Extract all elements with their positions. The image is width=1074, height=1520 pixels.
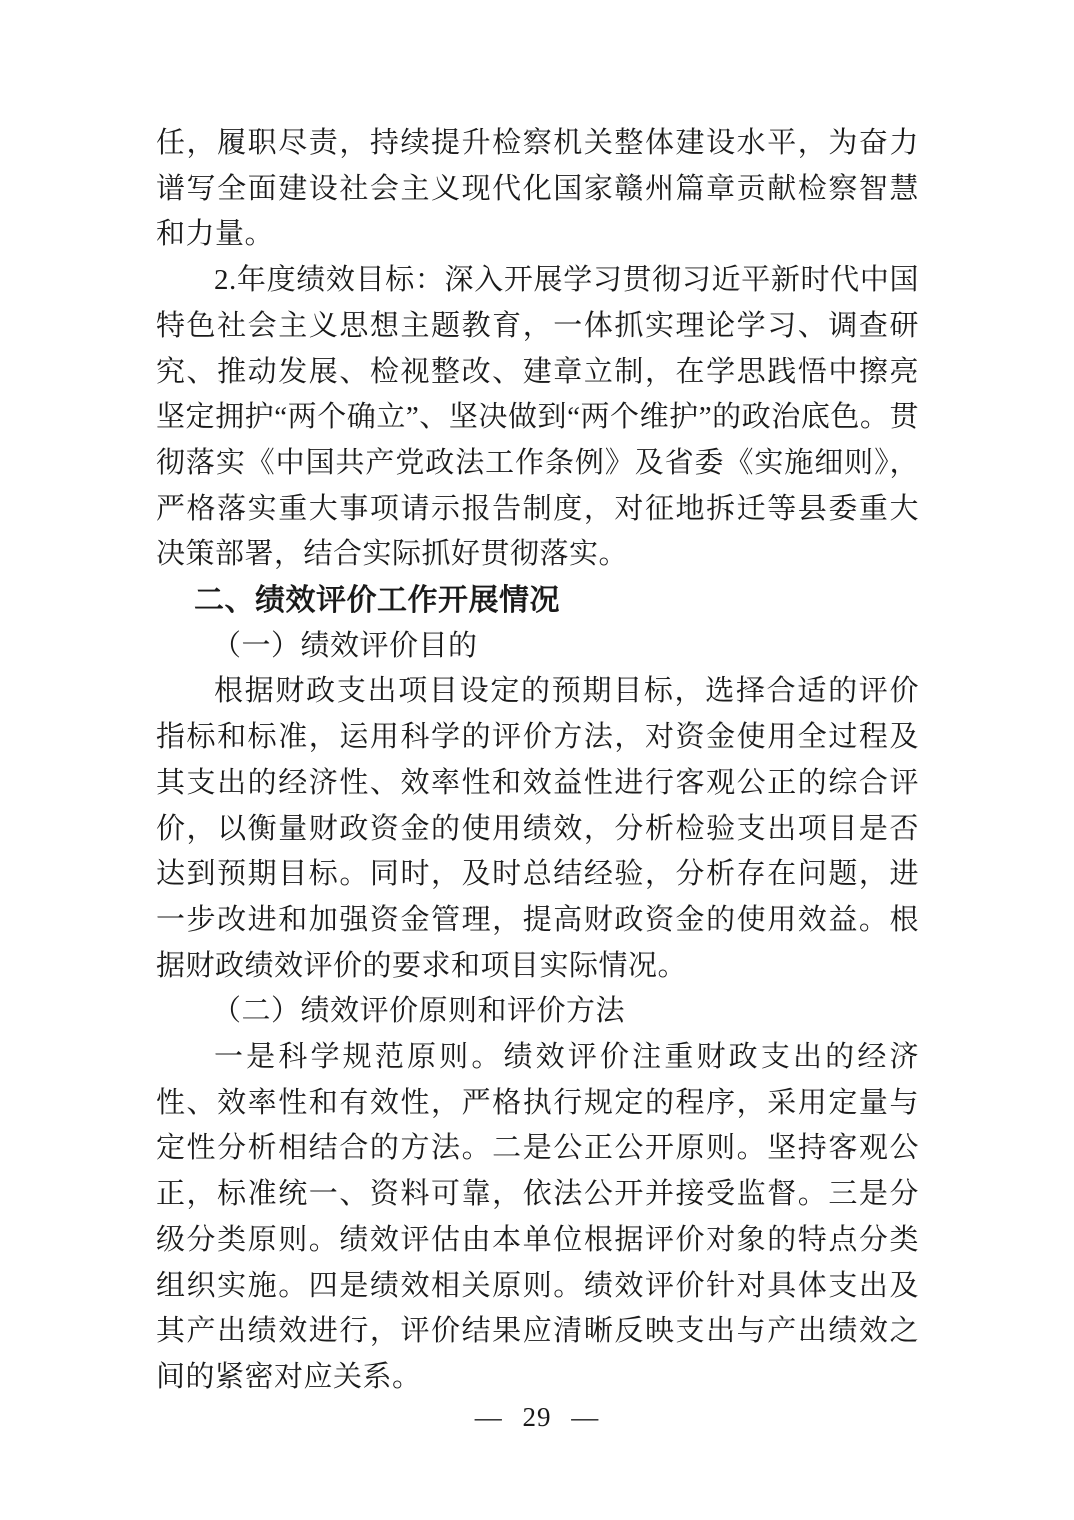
paragraph: 根据财政支出项目设定的预期目标，选择合适的评价指标和标准，运用科学的评价方法，对资金使用全过程及其支出的经济性、效率性和效益性进行客观公正的综合评价，以衡量财政资金的使用绩效，分析检验支出项目是否达到预期目标。同时，及时总结经验，分析存在问题，进一步改进和加强资金管理，提高财政资金的使用效益。根据财政绩效评价的要求和项目实际情况。 bbox=[156, 675, 919, 982]
document-body bbox=[156, 121, 919, 1401]
subsection-heading: （二）绩效评价原则和评价方法 bbox=[212, 995, 626, 1028]
page-number: — 29 — bbox=[474, 1402, 600, 1432]
paragraph: 任，履职尽责，持续提升检察机关整体建设水平，为奋力谱写全面建设社会主义现代化国家赣州篇章贡献检察智慧和力量。 bbox=[156, 127, 919, 251]
section-heading: 二、绩效评价工作开展情况 bbox=[194, 584, 560, 618]
paragraph: 2.年度绩效目标：深入开展学习贯彻习近平新时代中国特色社会主义思想主题教育，一体抓实理论学习、调查研究、推动发展、检视整改、建章立制，在学思践悟中擦亮坚定拥护“两个确立”、坚决做到“两个维护”的政治底色。贯彻落实《中国共产党政法工作条例》及省委《实施细则》，严格落实重大事项请示报告制度，对征地拆迁等县委重大决策部署，结合实际抓好贯彻落实。 bbox=[156, 264, 919, 571]
subsection-heading: （一）绩效评价目的 bbox=[212, 629, 478, 662]
paragraph: 一是科学规范原则。绩效评价注重财政支出的经济性、效率性和有效性，严格执行规定的程序，采用定量与定性分析相结合的方法。二是公正公开原则。坚持客观公正，标准统一、资料可靠，依法公开并接受监督。三是分级分类原则。绩效评估由本单位根据评价对象的特点分类组织实施。四是绩效相关原则。绩效评价针对具体支出及其产出绩效进行，评价结果应清晰反映支出与产出绩效之间的紧密对应关系。 bbox=[156, 1041, 919, 1393]
